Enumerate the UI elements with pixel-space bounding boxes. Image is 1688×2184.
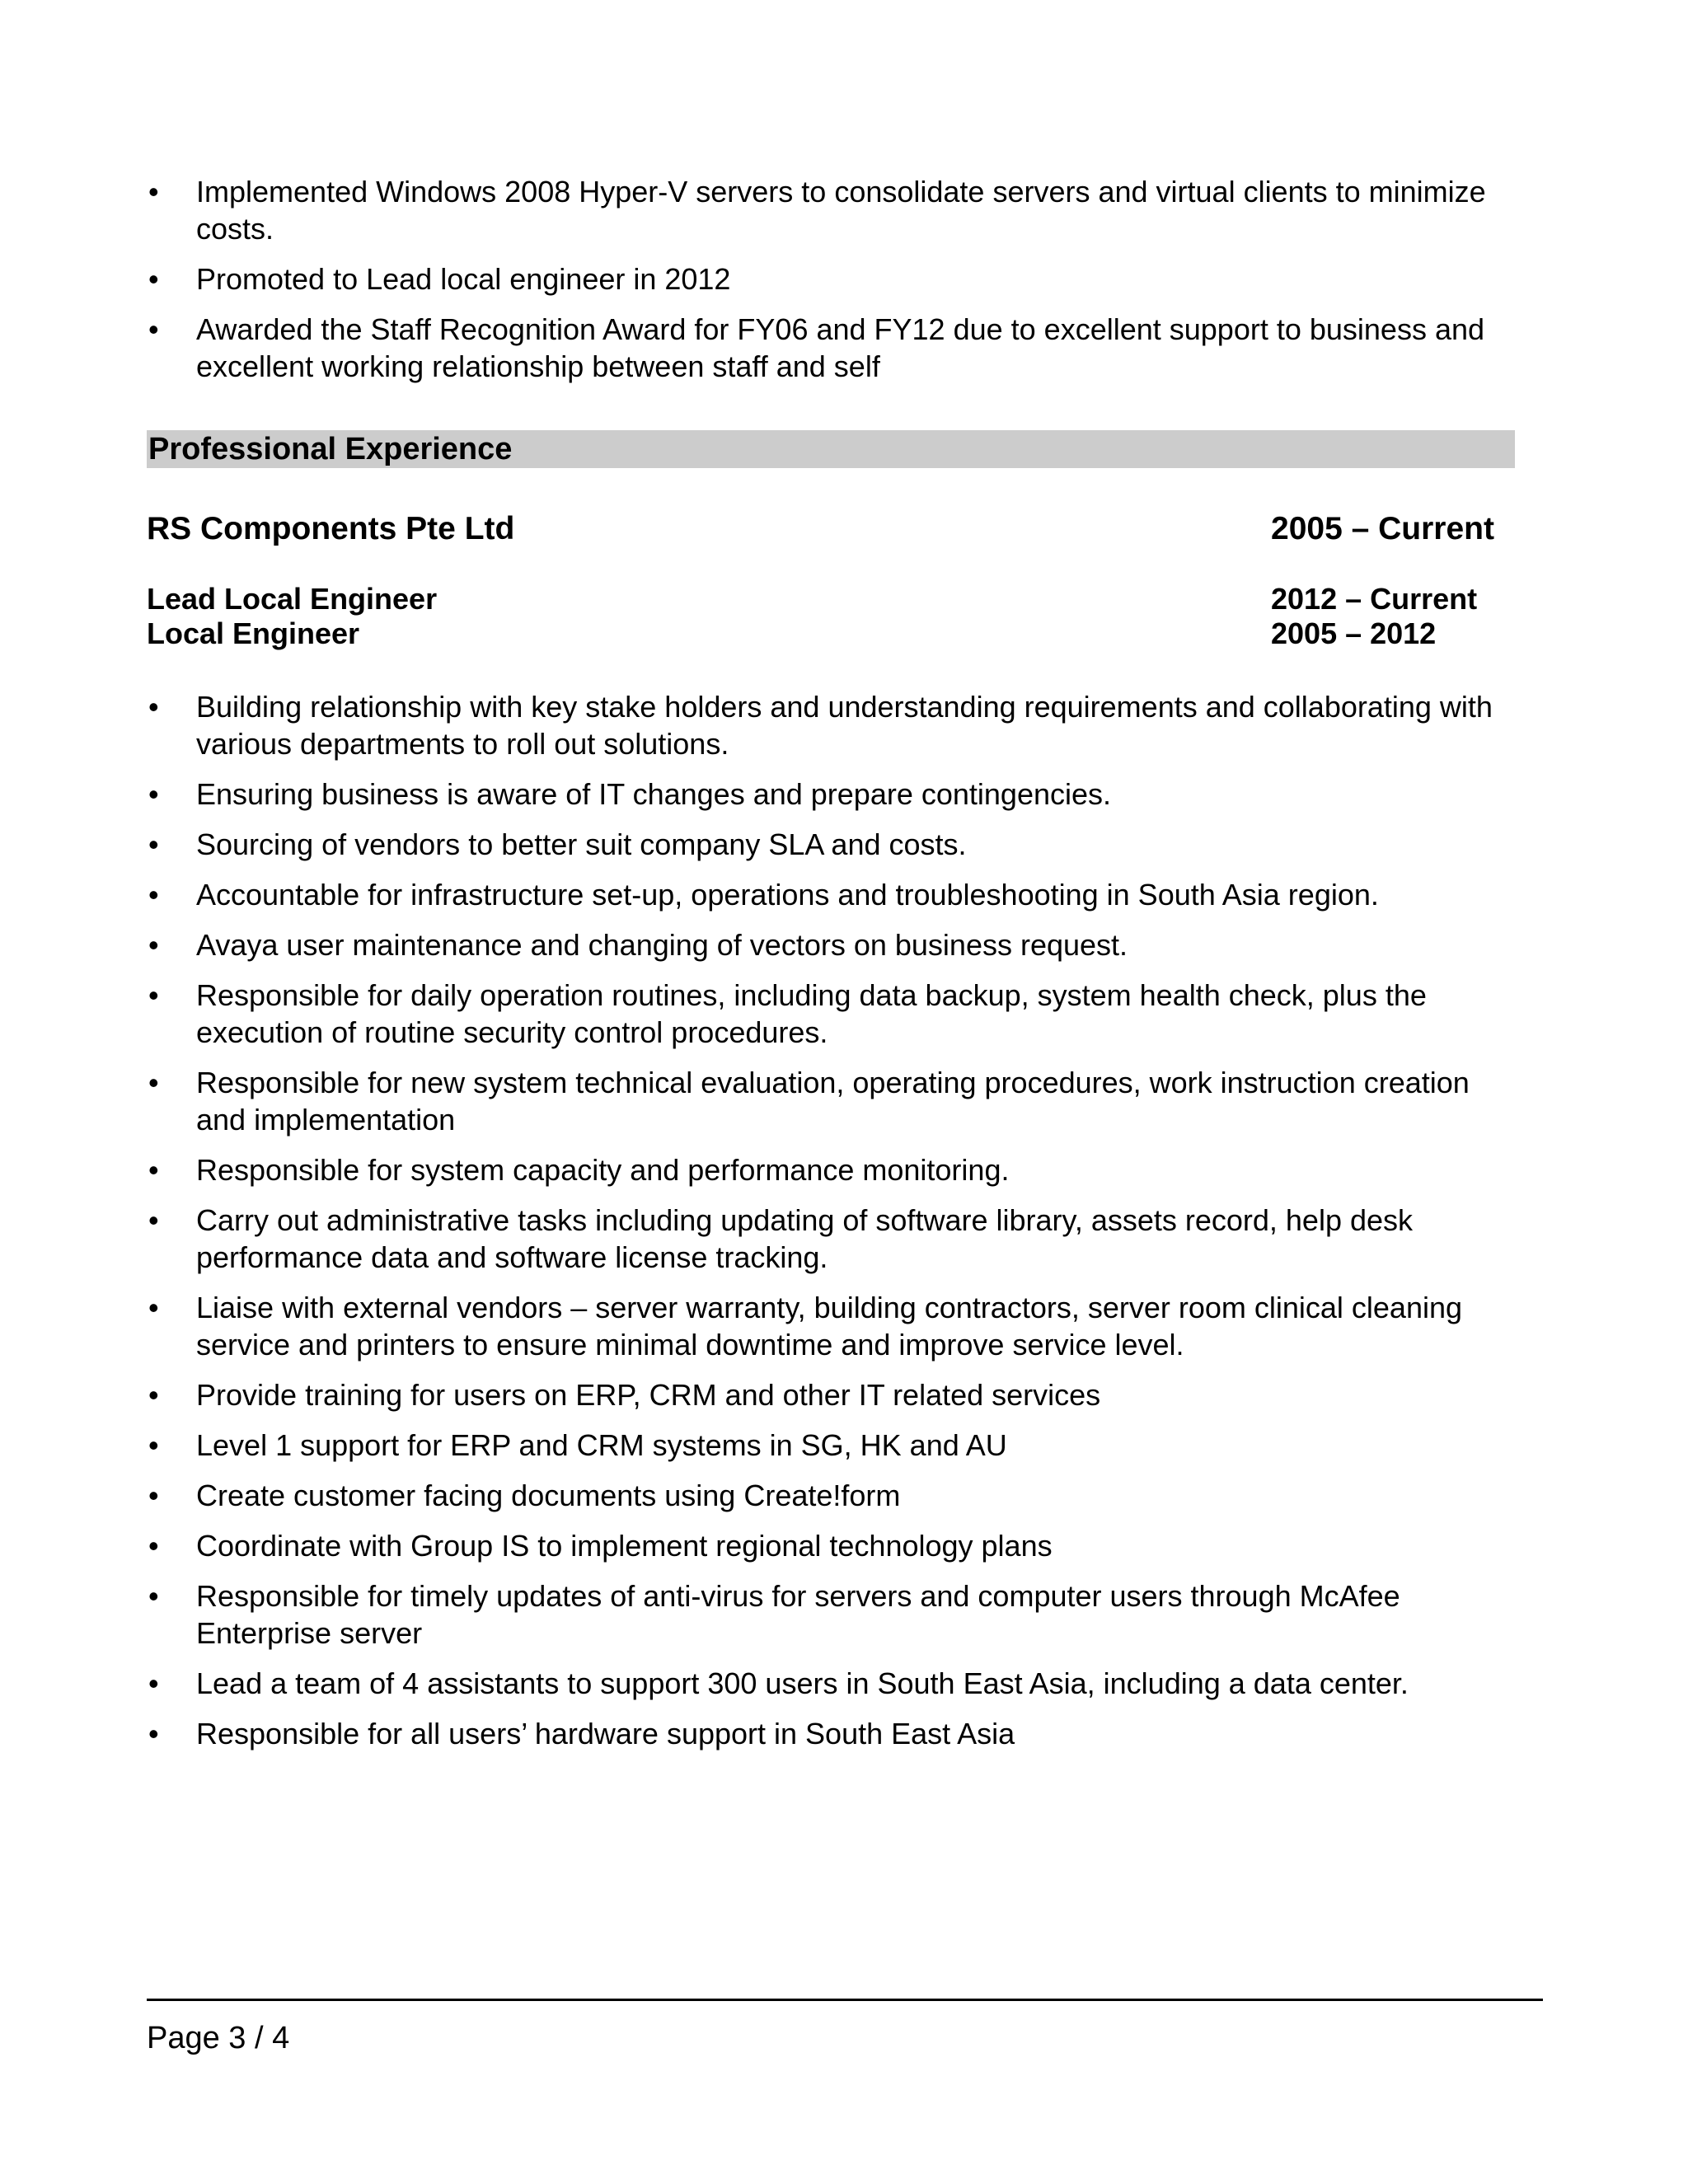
footer-divider — [147, 1999, 1543, 2001]
list-item — [147, 977, 1525, 1051]
list-item-text: Promoted to Lead local engineer in 2012 — [196, 262, 731, 296]
list-item-text: Sourcing of vendors to better suit company SLA and costs. — [196, 827, 967, 861]
list-item-text: Provide training for users on ERP, CRM and other IT related services — [196, 1378, 1101, 1412]
list-item-text: Responsible for daily operation routines, including data backup, system health check, plus the execution of routine security control procedures. — [196, 978, 1427, 1049]
list-item — [147, 926, 1525, 963]
bullet-icon: • — [148, 777, 159, 811]
bullet-icon: • — [148, 878, 159, 912]
list-item-text: Avaya user maintenance and changing of vectors on business request. — [196, 928, 1128, 962]
list-item-text: Level 1 support for ERP and CRM systems in SG, HK and AU — [196, 1428, 1007, 1462]
section-title: Professional Experience — [148, 432, 513, 466]
bullet-icon: • — [148, 262, 159, 296]
list-item-text: Carry out administrative tasks including updating of software library, assets record, help desk performance data and software license tracking. — [196, 1203, 1414, 1274]
section-header-bar — [147, 430, 1515, 468]
achievement-list — [147, 173, 1525, 398]
list-item-text: Accountable for infrastructure set-up, operations and troubleshooting in South Asia region. — [196, 878, 1379, 912]
list-item — [147, 173, 1525, 247]
role-title: Local Engineer — [147, 616, 360, 650]
list-item-text: Responsible for all users’ hardware support in South East Asia — [196, 1717, 1015, 1750]
list-item-text: Building relationship with key stake holders and understanding requirements and collaborating with various departments to roll out solutions. — [196, 690, 1493, 761]
list-item-text: Liaise with external vendors – server warranty, building contractors, server room clinical cleaning service and printers to ensure minimal downtime and improve service level. — [196, 1291, 1463, 1361]
list-item-text: Implemented Windows 2008 Hyper-V servers to consolidate servers and virtual clients to minimize costs. — [196, 175, 1486, 246]
list-item — [147, 1665, 1525, 1702]
list-item — [147, 688, 1525, 762]
bullet-icon: • — [148, 1579, 159, 1613]
list-item-text: Ensuring business is aware of IT changes and prepare contingencies. — [196, 777, 1112, 811]
list-item-text: Create customer facing documents using Create!form — [196, 1479, 901, 1512]
bullet-icon: • — [148, 1066, 159, 1099]
bullet-icon: • — [148, 1378, 159, 1412]
list-item-text: Responsible for system capacity and performance monitoring. — [196, 1153, 1010, 1187]
list-item-text: Awarded the Staff Recognition Award for FY06 and FY12 due to excellent support to business and excellent working relationship between staff and self — [196, 312, 1485, 383]
list-item-text: Coordinate with Group IS to implement regional technology plans — [196, 1529, 1053, 1563]
list-item-text: Lead a team of 4 assistants to support 300 users in South East Asia, including a data center. — [196, 1666, 1409, 1700]
list-item — [147, 1064, 1525, 1138]
list-item — [147, 1477, 1525, 1514]
bullet-icon: • — [148, 1291, 159, 1324]
company-row — [147, 509, 1498, 550]
bullet-icon: • — [148, 690, 159, 724]
bullet-icon: • — [148, 978, 159, 1012]
list-item — [147, 260, 1525, 298]
bullet-icon: • — [148, 1153, 159, 1187]
role-row — [147, 616, 1498, 651]
page-number: Page 3 / 4 — [147, 2021, 290, 2055]
list-item — [147, 1577, 1525, 1652]
bullet-icon: • — [148, 1479, 159, 1512]
role-dates: 2005 – 2012 — [1271, 616, 1437, 650]
bullet-icon: • — [148, 312, 159, 346]
bullet-icon: • — [148, 827, 159, 861]
list-item — [147, 826, 1525, 863]
role-title: Lead Local Engineer — [147, 582, 438, 616]
company-dates: 2005 – Current — [1271, 511, 1494, 546]
list-item-text: Responsible for timely updates of anti-virus for servers and computer users through McAfee Enterprise server — [196, 1579, 1400, 1650]
list-item-text: Responsible for new system technical evaluation, operating procedures, work instruction creation and implementation — [196, 1066, 1470, 1137]
list-item — [147, 776, 1525, 813]
bullet-icon: • — [148, 1666, 159, 1700]
responsibilities-list — [147, 688, 1525, 1765]
bullet-icon: • — [148, 1529, 159, 1563]
bullet-icon: • — [148, 1717, 159, 1750]
role-dates: 2012 – Current — [1271, 582, 1478, 616]
list-item — [147, 1289, 1525, 1363]
bullet-icon: • — [148, 1203, 159, 1237]
bullet-icon: • — [148, 175, 159, 209]
list-item — [147, 876, 1525, 913]
list-item — [147, 1151, 1525, 1188]
list-item — [147, 1427, 1525, 1464]
list-item — [147, 311, 1525, 385]
list-item — [147, 1202, 1525, 1276]
list-item — [147, 1715, 1525, 1752]
list-item — [147, 1376, 1525, 1413]
role-row — [147, 582, 1498, 616]
bullet-icon: • — [148, 1428, 159, 1462]
list-item — [147, 1527, 1525, 1564]
company-name: RS Components Pte Ltd — [147, 511, 515, 546]
bullet-icon: • — [148, 928, 159, 962]
